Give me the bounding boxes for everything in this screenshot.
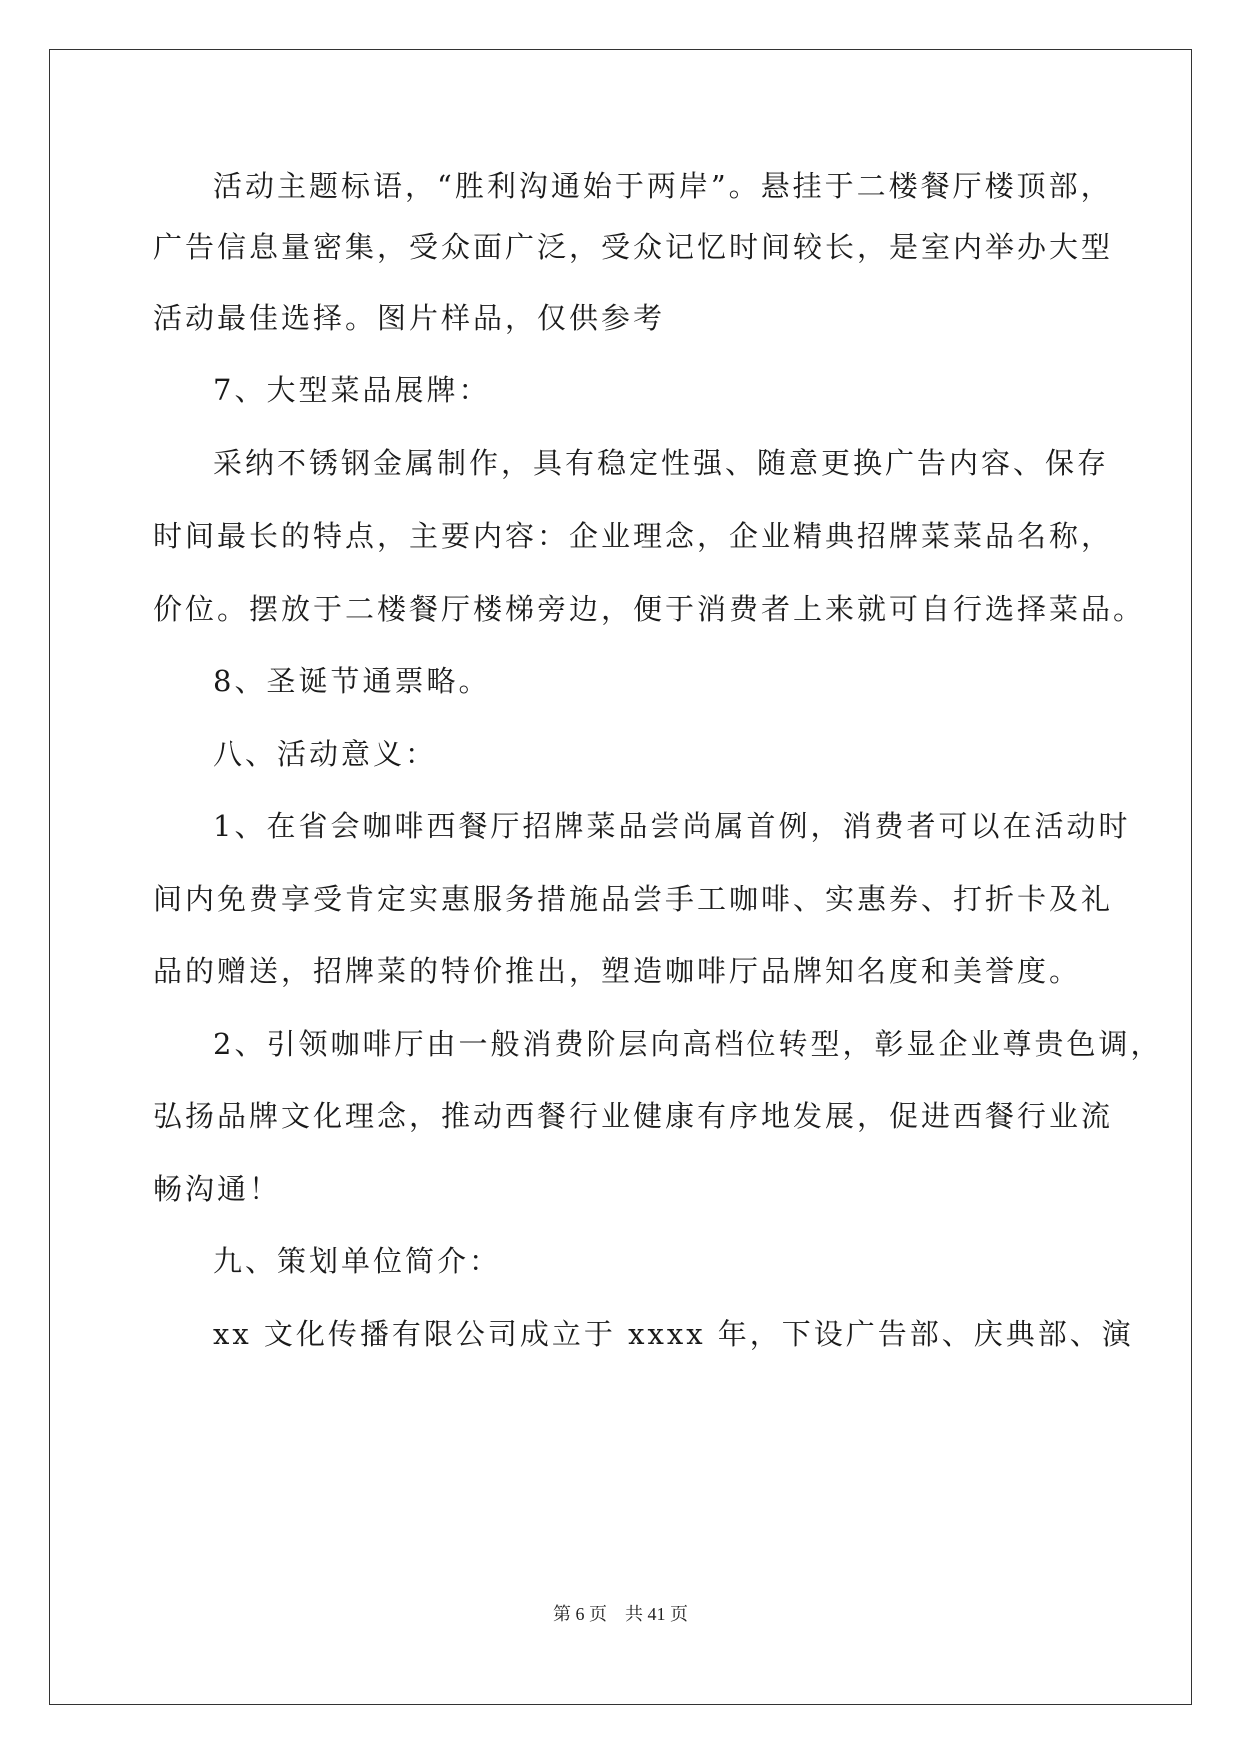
paragraph-line: 活动主题标语，“胜利沟通始于两岸”。悬挂于二楼餐厅楼顶部，	[213, 169, 1113, 203]
paragraph-line: 畅沟通！	[153, 1172, 282, 1206]
paragraph-line: 弘扬品牌文化理念，推动西餐行业健康有序地发展，促进西餐行业流	[153, 1099, 1114, 1133]
page-number-label: 第 6 页 共 41 页	[553, 1604, 688, 1624]
paragraph-line: 2、引领咖啡厅由一般消费阶层向高档位转型，彰显企业尊贵色调，	[213, 1027, 1163, 1061]
paragraph-line: 价位。摆放于二楼餐厅楼梯旁边，便于消费者上来就可自行选择菜品。	[153, 592, 1146, 626]
paragraph-line: 采纳不锈钢金属制作，具有稳定性强、随意更换广告内容、保存	[213, 446, 1110, 480]
paragraph-line: 品的赠送，招牌菜的特价推出，塑造咖啡厅品牌知名度和美誉度。	[153, 954, 1082, 988]
paragraph-line: 1、在省会咖啡西餐厅招牌菜品尝尚属首例，消费者可以在活动时	[213, 809, 1131, 843]
paragraph-line: 活动最佳选择。图片样品，仅供参考	[153, 301, 666, 335]
page-footer	[0, 1600, 1241, 1626]
paragraph-line: 时间最长的特点，主要内容：企业理念，企业精典招牌菜菜品名称，	[153, 519, 1114, 553]
paragraph-line: xx 文化传播有限公司成立于 xxxx 年，下设广告部、庆典部、演	[213, 1317, 1134, 1351]
section-heading: 八、活动意义：	[213, 737, 438, 771]
section-heading: 九、策划单位简介：	[213, 1244, 502, 1278]
paragraph-line: 广告信息量密集，受众面广泛，受众记忆时间较长，是室内举办大型	[153, 230, 1114, 264]
section-heading: 7、大型菜品展牌：	[213, 373, 491, 407]
paragraph-line: 8、圣诞节通票略。	[213, 664, 491, 698]
paragraph-line: 间内免费享受肯定实惠服务措施品尝手工咖啡、实惠券、打折卡及礼	[153, 882, 1114, 916]
